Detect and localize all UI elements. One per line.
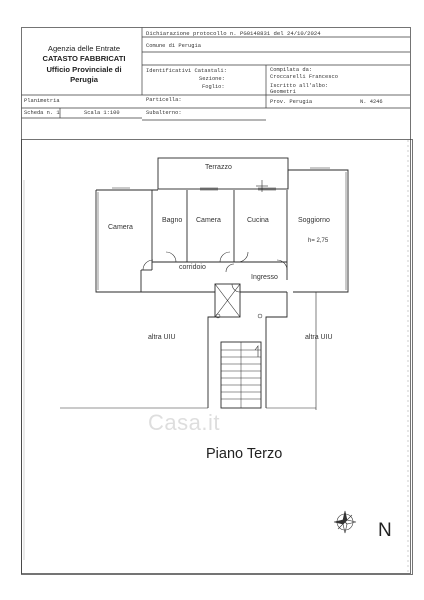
albo-number: N. 4246 bbox=[360, 99, 383, 105]
agency-line4: Perugia bbox=[70, 75, 98, 85]
watermark: Casa.it bbox=[148, 410, 220, 435]
agency-line2: CATASTO FABBRICATI bbox=[42, 54, 126, 64]
foglio-label: Foglio: bbox=[202, 84, 225, 90]
identificativi-label: Identificativi Catastali: bbox=[146, 68, 227, 74]
compiler-name: Croccarelli Francesco bbox=[270, 74, 338, 80]
sezione-label: Sezione: bbox=[199, 76, 225, 82]
room-height: h= 2,75 bbox=[308, 238, 329, 244]
compass-rose-icon bbox=[334, 511, 356, 533]
north-label: N bbox=[378, 520, 392, 541]
comune-text: Comune di Perugia bbox=[146, 43, 201, 49]
compilata-label: Compilata da: bbox=[270, 67, 313, 73]
protocol-text: Dichiarazione protocollo n. PG0148831 del 24/10/2024 bbox=[146, 30, 321, 37]
label-altra-uiu-left: altra UIU bbox=[148, 334, 176, 341]
room-cucina: Cucina bbox=[247, 217, 269, 224]
room-soggiorno: Soggiorno bbox=[298, 217, 330, 224]
room-ingresso: Ingresso bbox=[251, 274, 278, 281]
particella-label: Particella: bbox=[146, 97, 182, 103]
planimetria-label: Planimetria bbox=[24, 98, 60, 104]
subalterno-label: Subalterno: bbox=[146, 110, 182, 116]
scheda-label: Scheda n. 1 bbox=[24, 110, 60, 116]
prov-text: Prov. Perugia bbox=[270, 99, 313, 105]
agency-line3: Ufficio Provinciale di bbox=[46, 64, 122, 74]
iscritto-label: Iscritto all'albo: bbox=[270, 83, 329, 89]
albo-text: Geometri bbox=[270, 89, 296, 95]
room-terrazzo: Terrazzo bbox=[205, 164, 232, 171]
room-camera-1: Camera bbox=[108, 224, 133, 231]
room-bagno: Bagno bbox=[162, 217, 183, 224]
scala-label: Scala 1:100 bbox=[84, 110, 120, 116]
agency-line1: Agenzia delle Entrate bbox=[47, 44, 121, 53]
label-altra-uiu-right: altra UIU bbox=[305, 334, 333, 341]
room-corridoio: corridoio bbox=[179, 264, 206, 271]
floor-label: Piano Terzo bbox=[206, 446, 283, 462]
room-camera-2: Camera bbox=[196, 217, 221, 224]
